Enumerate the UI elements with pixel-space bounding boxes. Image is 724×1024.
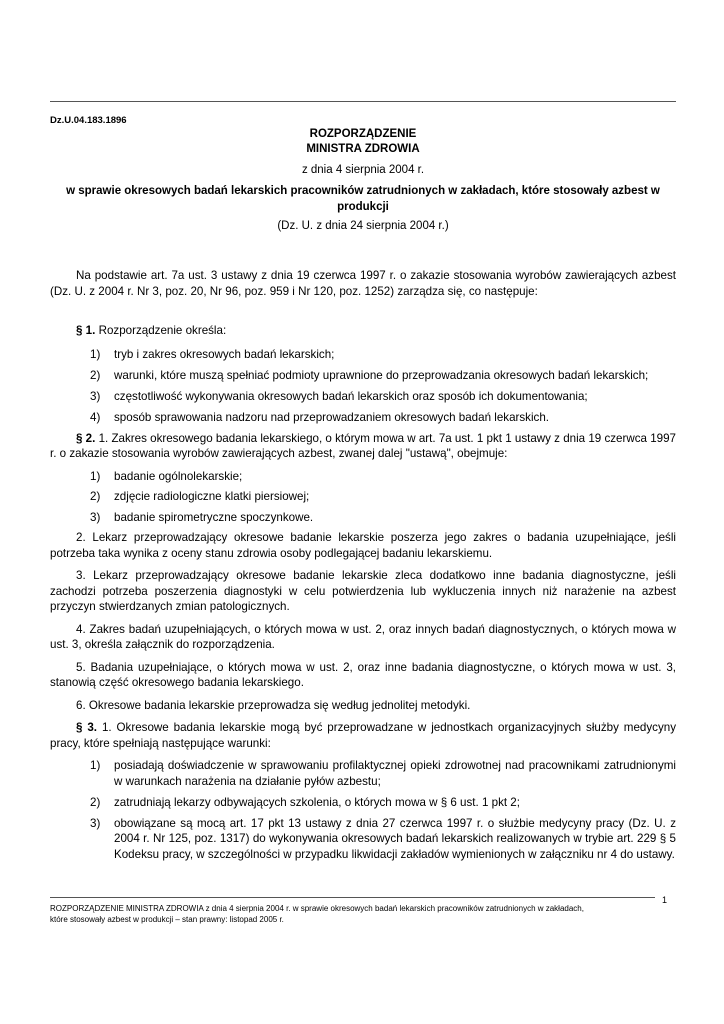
section-2-paragraph-1 <box>50 431 676 462</box>
footer-rule <box>50 897 655 898</box>
list-item-text: badanie ogólnolekarskie; <box>114 469 243 483</box>
list-item <box>50 368 676 384</box>
title-line-2: MINISTRA ZDROWIA <box>306 143 420 155</box>
list-item <box>50 510 676 526</box>
document-id: Dz.U.04.183.1896 <box>50 115 127 126</box>
list-item <box>50 469 676 485</box>
section-2-paragraph-5: 5. Badania uzupełniające, o których mowa w ust. 2, oraz inne badania diagnostyczne, o których mowa w ust. 3, stanowią część okresowego badania lekarskiego. <box>50 660 676 689</box>
footer-line-1: ROZPORZĄDZENIE MINISTRA ZDROWIA z dnia 4 sierpnia 2004 r. w sprawie okresowych badań lekarskich pracowników zatrudnionych w zakładach, <box>50 904 584 913</box>
list-item-number: 2) <box>90 795 101 809</box>
list-item-text: warunki, które muszą spełniać podmioty uprawnione do przeprowadzania okresowych badań lekarskich; <box>114 368 649 382</box>
document-title <box>50 127 676 157</box>
list-item-number: 1) <box>90 759 101 772</box>
section-3-label: § 3. <box>76 721 98 734</box>
list-item-text: sposób sprawowania nadzoru nad przeprowadzaniem okresowych badań lekarskich. <box>114 410 550 424</box>
section-2-paragraph-3: 3. Lekarz przeprowadzający okresowe badanie lekarskie zleca dodatkowo inne badania diagnostyczne, jeśli zachodzi potrzeba poszerzenia diagnostyki w celu potwierdzenia lub wykluczenia innych niż narażenie na azbest przyczyn stwierdzanych zmian patologicznych. <box>50 569 676 613</box>
list-item-number: 3) <box>90 816 101 830</box>
footer-line-2: które stosowały azbest w produkcji – stan prawny: listopad 2005 r. <box>50 915 284 924</box>
list-item-text: tryb i zakres okresowych badań lekarskich; <box>114 347 335 361</box>
document-subject: w sprawie okresowych badań lekarskich pracowników zatrudnionych w zakładach, które stosowały azbest w produkcji <box>66 185 660 213</box>
list-item-number: 2) <box>90 490 101 503</box>
list-item-number: 4) <box>90 410 101 424</box>
section-1-intro <box>50 323 676 339</box>
list-item-number: 1) <box>90 469 101 483</box>
list-item-text: zdjęcie radiologiczne klatki piersiowej; <box>114 490 310 503</box>
publication-info: (Dz. U. z dnia 24 sierpnia 2004 r.) <box>277 220 449 232</box>
list-item-text: obowiązane są mocą art. 17 pkt 13 ustawy z dnia 27 czerwca 1997 r. o służbie medycyny pracy (Dz. U. z 2004 r. Nr 125, poz. 1317) do wykonywania okresowych badań lekarskich realizowanych w trybie art. 229 § 5 Kodeksu pracy, w szczególności w przypadku likwidacji zakładów wymienionych w załączniku nr 4 do ustawy. <box>114 816 676 861</box>
list-item-number: 2) <box>90 368 101 382</box>
list-item-number: 3) <box>90 510 101 524</box>
list-item <box>50 795 676 811</box>
section-2-paragraph-6: 6. Okresowe badania lekarskie przeprowadza się według jednolitej metodyki. <box>76 698 471 712</box>
date-line: z dnia 4 sierpnia 2004 r. <box>301 164 425 176</box>
list-item-number: 1) <box>90 347 101 361</box>
list-item <box>50 347 676 363</box>
list-item-text: zatrudniają lekarzy odbywających szkolenia, o których mowa w § 6 ust. 1 pkt 2; <box>114 795 520 809</box>
list-item <box>50 758 676 789</box>
section-2-p1-text: 1. Zakres okresowego badania lekarskiego, o którym mowa w art. 7a ust. 1 pkt 1 ustawy z dnia 19 czerwca 1997 r. o zakazie stosowania wyrobów zawierających azbest, zwanej dalej "ustawą", obejmuje: <box>50 431 676 460</box>
section-3-paragraph-1 <box>50 720 676 751</box>
page-number: 1 <box>662 895 668 905</box>
section-1-label: § 1. <box>76 324 96 337</box>
section-1-list <box>50 347 676 426</box>
list-item-text: częstotliwość wykonywania okresowych badań lekarskich oraz sposób ich dokumentowania; <box>114 389 588 403</box>
section-1-intro-text: Rozporządzenie określa: <box>98 324 227 337</box>
section-2-paragraph-4: 4. Zakres badań uzupełniających, o których mowa w ust. 2, oraz innych badań diagnostycznych, o których mowa w ust. 3, określa załącznik do rozporządzenia. <box>50 622 676 651</box>
section-2-list <box>50 469 676 526</box>
list-item <box>50 410 676 426</box>
section-2-paragraph-2: 2. Lekarz przeprowadzający okresowe badanie lekarskie poszerza jego zakres o badania uzupełniające, jeśli potrzeba taka wynika z oceny stanu zdrowia osoby podlegającej badaniu lekarskiemu. <box>50 531 676 560</box>
footer <box>50 903 650 925</box>
list-item-number: 3) <box>90 389 101 403</box>
document-body <box>50 268 676 868</box>
section-2-label: § 2. <box>76 431 96 445</box>
list-item-text: posiadają doświadczenie w sprawowaniu profilaktycznej opieki zdrowotnej nad pracownikami zatrudnionymi w warunkach narażenia na działanie pyłów azbestu; <box>114 759 676 788</box>
section-3-p1-text: 1. Okresowe badania lekarskie mogą być przeprowadzane w jednostkach organizacyjnych służby medycyny pracy, które spełniają następujące warunki: <box>50 721 676 750</box>
list-item-text: badanie spirometryczne spoczynkowe. <box>114 510 314 524</box>
section-3-list <box>50 758 676 862</box>
title-line-1: ROZPORZĄDZENIE <box>309 128 417 140</box>
preamble: Na podstawie art. 7a ust. 3 ustawy z dnia 19 czerwca 1997 r. o zakazie stosowania wyrobów zawierających azbest (Dz. U. z 2004 r. Nr 3, poz. 20, Nr 96, poz. 959 i Nr 120, poz. 1252) zarządza się, co następuje: <box>50 269 676 298</box>
list-item <box>50 389 676 405</box>
list-item <box>50 489 676 505</box>
list-item <box>50 816 676 863</box>
header-rule <box>50 101 676 102</box>
